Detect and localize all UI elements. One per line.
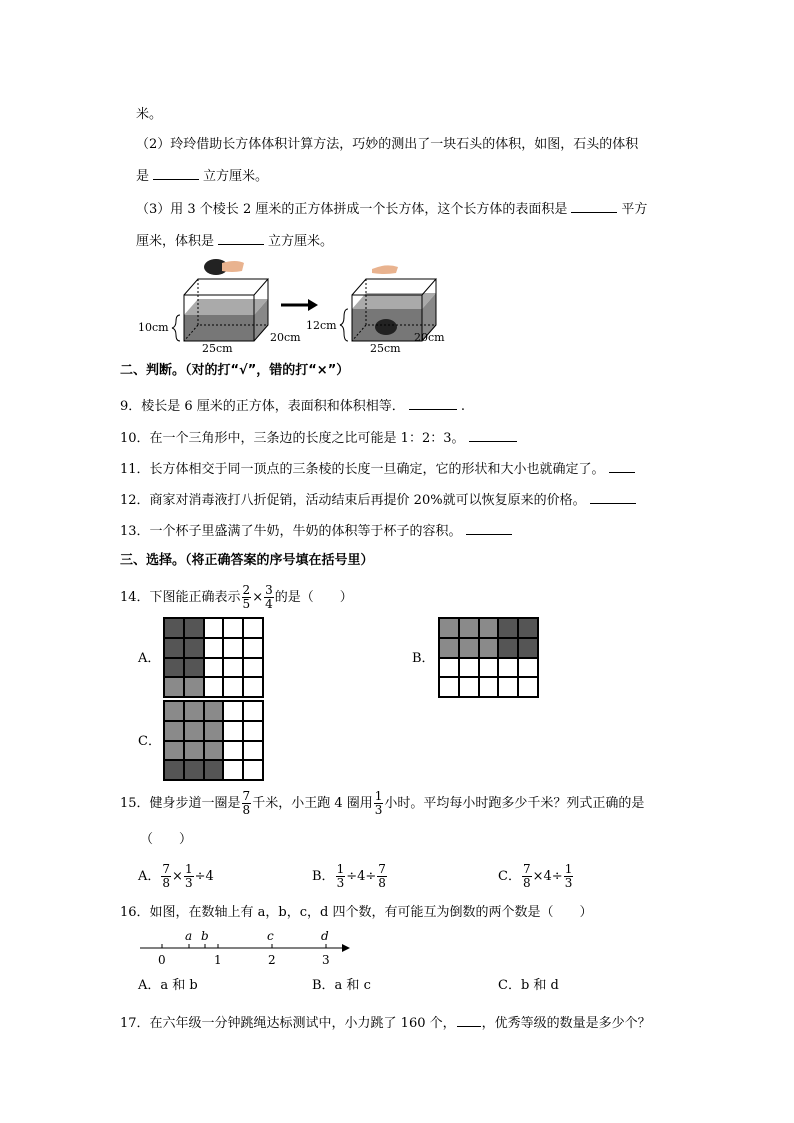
q16: 16．如图，在数轴上有 a，b，c，d 四个数，有可能互为倒数的两个数是（ ）: [120, 905, 593, 920]
q17: 17．在六年级一分钟跳绳达标测试中，小力跳了 160 个， ，优秀等级的数量是多少个？: [120, 1012, 651, 1033]
tank2-width-label: 20cm: [414, 331, 445, 344]
answer-blank[interactable]: [469, 427, 517, 442]
number-line: [138, 927, 352, 971]
q15-option-b[interactable]: B． $\frac{1}{3}$ ÷4÷ $\frac{7}{8}$: [312, 862, 386, 890]
tick-label-0: 0: [158, 953, 166, 967]
fraction: $\frac{7}{8}$: [242, 789, 251, 817]
section-3-heading: 三、选择。（将正确答案的序号填在括号里）: [120, 553, 374, 568]
q10: 10．在一个三角形中，三条边的长度之比可能是 1：2：3。: [120, 427, 521, 448]
fraction: $\frac{2}{5}$: [242, 583, 251, 611]
point-d-label: d: [321, 929, 329, 943]
q11: 11．长方体相交于同一顶点的三条棱的长度一旦确定，它的形状和大小也就确定了。: [120, 458, 639, 479]
arrow-icon: [281, 299, 318, 311]
q8-part2-line2: 是 立方厘米。: [136, 165, 268, 186]
tank-after: [306, 265, 445, 353]
point-c-label: c: [267, 929, 274, 943]
answer-blank[interactable]: [153, 165, 199, 180]
q13: 13．一个杯子里盛满了牛奶，牛奶的体积等于杯子的容积。: [120, 520, 516, 541]
tank1-width-label: 20cm: [270, 331, 301, 344]
tick-label-3: 3: [322, 953, 330, 967]
tank1-height-label: 10cm: [138, 321, 169, 334]
q8-part3-line2: 厘米，体积是 立方厘米。: [136, 230, 333, 251]
answer-blank[interactable]: [590, 489, 636, 504]
fraction: $\frac{3}{4}$: [265, 583, 273, 611]
answer-blank[interactable]: [457, 1012, 481, 1027]
q14-option-c-grid: [163, 700, 264, 781]
point-a-label: a: [185, 929, 193, 943]
tick-label-1: 1: [214, 953, 222, 967]
q14-option-c-label[interactable]: C．: [138, 734, 161, 749]
tank2-height-label: 12cm: [306, 319, 337, 332]
q8-part3-line1: （3）用 3 个棱长 2 厘米的正方体拼成一个长方体，这个长方体的表面积是 平方: [136, 198, 647, 219]
q15-option-a[interactable]: A． $\frac{7}{8}$ × $\frac{1}{3}$ ÷4: [138, 862, 214, 890]
answer-blank[interactable]: [409, 395, 457, 410]
water-tank-figure: [136, 255, 450, 353]
q14-option-a-label[interactable]: A．: [138, 651, 161, 666]
section-2-heading: 二、判断。（对的打“√”，错的打“×”）: [120, 363, 350, 378]
q15: 15．健身步道一圈是 $\frac{7}{8}$ 千米，小王跑 4 圈用 $\frac{1}{3}$ 小时。平均每小时跑多少千米？列式正确的是: [120, 789, 645, 817]
q14-option-b-grid: [438, 617, 539, 698]
q15-answer-paren[interactable]: （ ）: [140, 832, 193, 847]
q12: 12．商家对消毒液打八折促销，活动结束后再提价 20%就可以恢复原来的价格。: [120, 489, 640, 510]
fraction: $\frac{1}{3}$: [374, 789, 383, 817]
q14: 14．下图能正确表示 $\frac{2}{5}$ × $\frac{3}{4}$ 的是（ ）: [120, 583, 353, 611]
q8-end: 米。: [136, 107, 163, 122]
hand-icon: [222, 261, 244, 272]
tank-before: [138, 259, 301, 353]
q14-option-b-label[interactable]: B．: [412, 651, 435, 666]
tick-label-2: 2: [268, 953, 276, 967]
q15-option-c[interactable]: C． $\frac{7}{8}$ ×4÷ $\frac{1}{3}$: [498, 862, 573, 890]
q16-option-a[interactable]: A．a 和 b: [138, 978, 198, 993]
q16-option-b[interactable]: B．a 和 c: [312, 978, 371, 993]
point-b-label: b: [201, 929, 209, 943]
hand-icon: [372, 265, 398, 274]
answer-blank[interactable]: [218, 230, 264, 245]
q9: 9．棱长是 6 厘米的正方体，表面积和体积相等． .: [120, 395, 465, 416]
tank2-length-label: 25cm: [370, 342, 401, 353]
tank1-length-label: 25cm: [202, 342, 233, 353]
q8-part2-line1: （2）玲玲借助长方体体积计算方法，巧妙的测出了一块石头的体积，如图，石头的体积: [136, 137, 639, 152]
answer-blank[interactable]: [466, 520, 512, 535]
q16-option-c[interactable]: C．b 和 d: [498, 978, 559, 993]
q14-option-a-grid: [163, 617, 264, 698]
answer-blank[interactable]: [609, 458, 635, 473]
stone-icon: [375, 319, 397, 335]
answer-blank[interactable]: [571, 198, 617, 213]
